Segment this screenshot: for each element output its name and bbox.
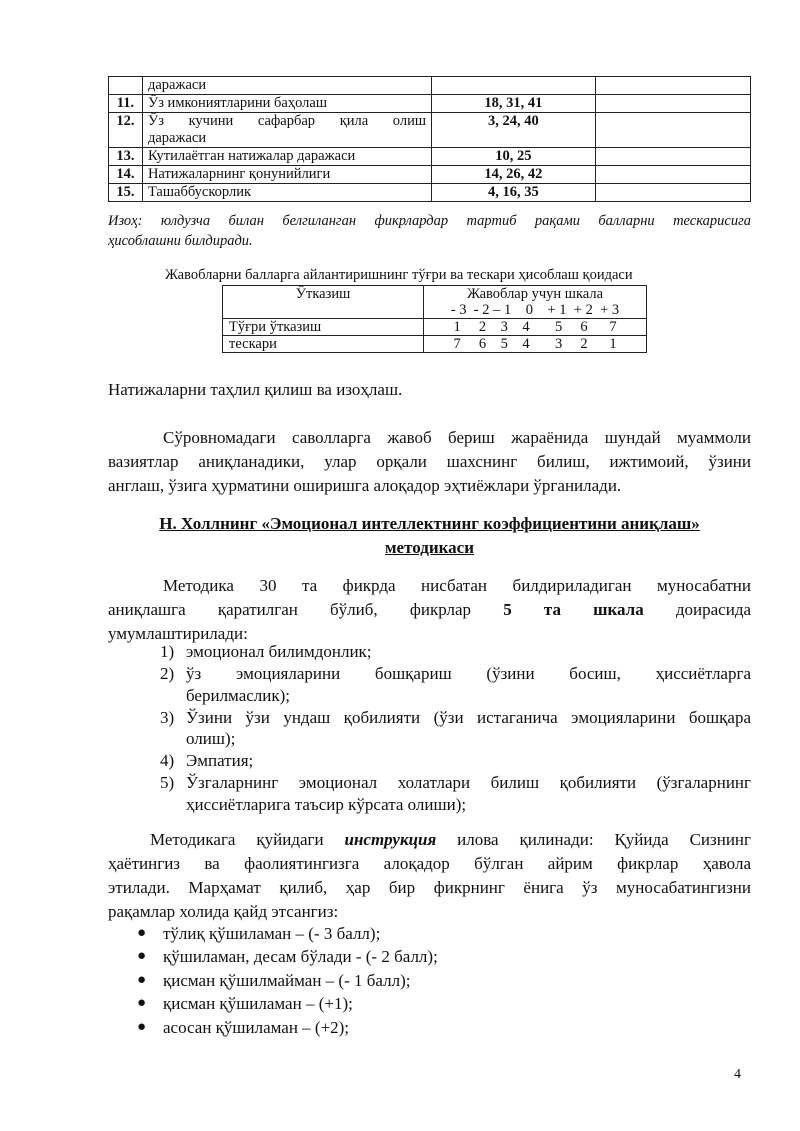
paragraph-line: Сўровномадаги саволларга жавоб бериш жараёнида шундай муаммоли <box>163 428 751 447</box>
paragraph <box>108 426 751 498</box>
row-number <box>109 77 143 95</box>
row-values: 7 6 5 4 3 2 1 <box>424 336 647 353</box>
list-item <box>160 707 751 750</box>
text-run: доирасида <box>675 600 752 619</box>
table-note <box>108 211 751 251</box>
section-heading <box>108 512 751 560</box>
table-row <box>223 336 647 353</box>
row-items: 3, 24, 40 <box>432 113 596 148</box>
row-label: тескари <box>223 336 424 353</box>
list-text: қисман қўшиламан – (+1); <box>163 994 353 1014</box>
bullet-icon: ● <box>137 948 147 965</box>
paragraph-line: Методика 30 та фикрда нисбатан билдириладиган муносабатни <box>163 576 751 595</box>
list-marker: 2) <box>160 664 175 683</box>
bullet-list <box>135 922 635 1039</box>
list-text: ўз эмоцияларини бошқариш (ўзини босиш, ҳиссиётларга <box>186 664 751 683</box>
row-items: 4, 16, 35 <box>432 184 596 202</box>
paragraph-line: рақамлар холида қайд этсангиз: <box>108 902 339 921</box>
list-text: олиш); <box>186 729 236 748</box>
list-text: эмоционал билимдонлик; <box>186 642 372 661</box>
list-marker: 4) <box>160 751 175 770</box>
column-header <box>424 286 647 319</box>
list-text: ҳиссиётларига таъсир кўрсата олиши); <box>186 794 467 814</box>
bullet-icon: ● <box>137 1018 147 1035</box>
note-line: Изоҳ: юлдузча билан белгиланган фикрлардар тартиб рақами балларни тескарисига <box>108 213 751 229</box>
bullet-icon: ● <box>137 925 147 941</box>
paragraph <box>108 574 751 646</box>
table-row <box>109 77 751 95</box>
row-items: 18, 31, 41 <box>432 95 596 113</box>
row-number: 13. <box>109 148 143 166</box>
bold-italic-run: инструкция <box>344 830 437 849</box>
list-text: қўшиламан, десам бўлади - (- 2 балл); <box>163 947 438 967</box>
list-item <box>160 663 751 706</box>
column-header: Ўтказиш <box>223 286 424 319</box>
numbered-list <box>160 641 751 816</box>
text-run: илова қилинади: Қуйида Сизнинг <box>457 830 752 849</box>
conversion-table-caption: Жавобларни балларга айлантиришнинг тўғри ва тескари ҳисоблаш қоидаси <box>165 267 633 283</box>
paragraph-line <box>108 828 751 852</box>
text-run: аниқлашга қаратилган бўлиб, фикрлар <box>108 600 472 619</box>
row-items <box>432 77 596 95</box>
paragraph-line: умумлаштирилади: <box>108 624 248 643</box>
paragraph-line: англаш, ўзига ҳурматини оширишга алоқадор эҳтиёжлари ўрганилади. <box>108 476 622 495</box>
row-text: Кутилаётган натижалар даражаси <box>142 148 431 166</box>
row-text-line: даражаси <box>147 130 207 146</box>
paragraph-line <box>108 598 751 622</box>
row-values: 1 2 3 4 5 6 7 <box>424 319 647 336</box>
row-text: Ўз имкониятларини баҳолаш <box>142 95 431 113</box>
table-row <box>109 184 751 202</box>
scale-values: - 3 - 2 – 1 0 + 1 + 2 + 3 <box>450 302 620 318</box>
list-marker: 1) <box>160 642 175 661</box>
list-text: тўлиқ қўшиламан – (- 3 балл); <box>163 924 381 943</box>
page-number: 4 <box>734 1067 741 1082</box>
table-row <box>109 166 751 184</box>
table-row <box>109 95 751 113</box>
row-text: Ташаббускорлик <box>142 184 431 202</box>
row-number: 12. <box>109 113 143 148</box>
section-subtitle: Натижаларни таҳлил қилиш ва изоҳлаш. <box>108 380 403 399</box>
heading-line: методикаси <box>384 538 475 557</box>
empty-cell <box>595 166 750 184</box>
list-text: асосан қўшиламан – (+2); <box>163 1017 350 1037</box>
list-text: Ўзгаларнинг эмоционал холатлари билиш қобилияти (ўзгаларнинг <box>186 773 751 792</box>
table-header-row <box>223 286 647 319</box>
table-row <box>223 319 647 336</box>
list-item <box>135 945 635 968</box>
empty-cell <box>595 95 750 113</box>
row-text: даражаси <box>142 77 431 95</box>
conversion-table <box>222 285 647 353</box>
scales-items-table <box>108 76 751 202</box>
row-text: Натижаларнинг қонунийлиги <box>142 166 431 184</box>
list-marker: 3) <box>160 707 175 727</box>
bullet-icon: ● <box>137 971 147 988</box>
list-item <box>135 1016 635 1039</box>
list-item <box>160 641 751 663</box>
scale-title: Жавоблар учун шкала <box>466 286 604 302</box>
note-line: ҳисоблашни билдиради. <box>108 233 253 249</box>
list-item <box>135 969 635 992</box>
table-row <box>109 148 751 166</box>
row-items: 10, 25 <box>432 148 596 166</box>
empty-cell <box>595 77 750 95</box>
empty-cell <box>595 184 750 202</box>
list-item <box>135 922 635 945</box>
list-marker: 5) <box>160 773 175 792</box>
row-number: 11. <box>109 95 143 113</box>
paragraph-line: ҳаётингиз ва фаолиятингизга алоқадор бўлган айрим фикрлар ҳавола <box>108 854 751 873</box>
heading-line: Н. Холлнинг «Эмоционал интеллектнинг коэффициентини аниқлаш» <box>159 514 700 533</box>
row-number: 14. <box>109 166 143 184</box>
bullet-icon: ● <box>137 995 147 1012</box>
list-item <box>160 750 751 772</box>
table-row <box>109 113 751 148</box>
paragraph <box>108 828 751 924</box>
row-label: Тўғри ўтказиш <box>223 319 424 336</box>
list-item <box>135 992 635 1015</box>
list-text: Эмпатия; <box>186 751 254 770</box>
empty-cell <box>595 148 750 166</box>
paragraph-line: вазиятлар аниқланадики, улар орқали шахснинг билиш, ижтимоий, ўзини <box>108 452 751 471</box>
list-text: Ўзини ўзи ундаш қобилияти (ўзи истаганича эмоцияларини бошқара <box>186 707 751 727</box>
row-text <box>142 113 431 148</box>
list-text: берилмаслик); <box>186 685 291 705</box>
list-text: қисман қўшилмайман – (- 1 балл); <box>163 970 411 990</box>
row-items: 14, 26, 42 <box>432 166 596 184</box>
text-run: Методикага қуйидаги <box>150 830 324 849</box>
row-number: 15. <box>109 184 143 202</box>
bold-run: 5 та шкала <box>503 600 644 619</box>
paragraph-line: этилади. Марҳамат қилиб, ҳар бир фикрнинг ёнига ўз муносабатингизни <box>108 878 751 897</box>
list-item <box>160 772 751 815</box>
row-text-line: Ўз кучини сафарбар қила олиш <box>147 113 427 129</box>
empty-cell <box>595 113 750 148</box>
